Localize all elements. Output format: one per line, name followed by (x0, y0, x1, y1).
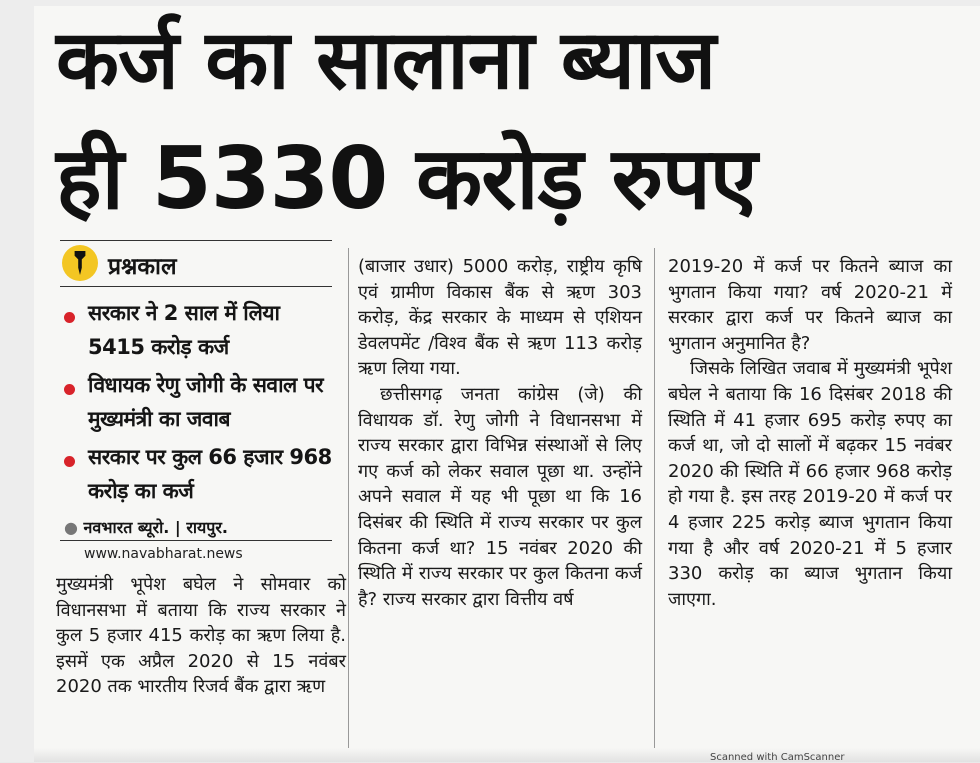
highlight-bullet: सरकार ने 2 साल में लिया 5415 करोड़ कर्ज (88, 301, 280, 359)
paragraph: छत्तीसगढ़ जनता कांग्रेस (जे) की विधायक डॉ. रेणु जोगी ने विधानसभा में राज्य सरकार द्वारा विभिन्न संस्थाओं से लिए गए कर्ज को लेकर सवाल पूछा था. उन्होंने अपने सवाल में यह भी पूछा था कि 16 दिसंबर की स्थिति में राज्य सरकार पर कुल कितना कर्ज था? 15 नवंबर 2020 की स्थिति में राज्य सरकार पर कुल कितना कर्ज है? राज्य सरकार द्वारा वित्तीय वर्ष (358, 383, 642, 610)
article-column-3 (668, 254, 952, 612)
section-label: प्रश्नकाल (108, 254, 177, 280)
column-divider (348, 248, 349, 748)
paragraph: 2019-20 में कर्ज पर कितने ब्याज का भुगतान किया गया? वर्ष 2020-21 में सरकार द्वारा कर्ज पर कितने ब्याज का भुगतान अनुमानित है? (668, 256, 952, 354)
byline (64, 516, 228, 538)
article-column-2 (358, 254, 642, 612)
bullet-dot-icon (64, 384, 75, 395)
headline-line-1: कर्ज का सालाना ब्याज (56, 13, 716, 108)
sidebar-bottom-rule (60, 540, 332, 541)
paragraph: (बाजार उधार) 5000 करोड़, राष्ट्रीय कृषि एवं ग्रामीण विकास बैंक से ऋण 303 करोड़, केंद्र सरकार के माध्यम से एशियन डेवलपमेंट /विश्व बैंक से ऋण 113 करोड़ ऋण लिया गया. (358, 256, 642, 380)
byline-dot-icon: ● (64, 518, 84, 537)
paragraph: मुख्यमंत्री भूपेश बघेल ने सोमवार को विधानसभा में बताया कि राज्य सरकार ने कुल 5 हजार 415 करोड़ का ऋण लिया है. इसमें एक अप्रैल 2020 से 15 नवंबर 2020 तक भारतीय रिजर्व बैंक द्वारा ऋण (56, 574, 346, 698)
column-divider (654, 248, 655, 748)
pen-nib-icon (62, 245, 98, 281)
highlight-bullet: सरकार पर कुल 66 हजार 968 करोड़ का कर्ज (88, 445, 332, 503)
bullet-dot-icon (64, 312, 75, 323)
bullet-dot-icon (64, 456, 75, 467)
paragraph: जिसके लिखित जवाब में मुख्यमंत्री भूपेश बघेल ने बताया कि 16 दिसंबर 2018 की स्थिति में 41 हजार 695 करोड़ रुपए का कर्ज था, जो दो सालों में बढ़कर 15 नवंबर 2020 की स्थिति में 66 हजार 968 करोड़ हो गया है. इस तरह 2019-20 में कर्ज पर 4 हजार 225 करोड़ ब्याज भुगतान किया गया है और वर्ष 2020-21 में 5 हजार 330 करोड़ का ब्याज भुगतान किया जाएगा. (668, 358, 952, 610)
highlight-bullet: विधायक रेणु जोगी के सवाल पर मुख्यमंत्री का जवाब (88, 373, 324, 431)
sidebar-top-rule (60, 240, 332, 241)
headline-line-2: ही 5330 करोड़ रुपए (56, 129, 757, 229)
article-column-1 (56, 572, 346, 700)
scanner-watermark: Scanned with CamScanner (710, 752, 845, 763)
bureau-text: नवभारत ब्यूरो. | रायपुर. (83, 518, 229, 537)
sidebar-header-rule (60, 286, 332, 287)
website-link[interactable]: www.navabharat.news (84, 546, 243, 562)
